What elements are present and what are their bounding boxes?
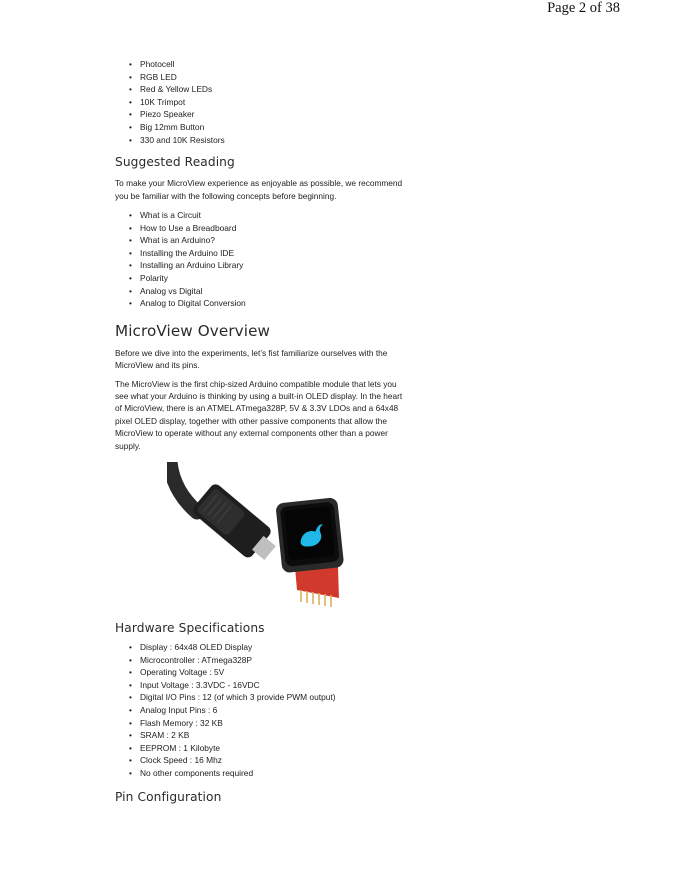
microview-module	[275, 497, 344, 573]
list-item: • Clock Speed : 16 Mhz	[129, 754, 415, 767]
list-item: • Input Voltage : 3.3VDC - 16VDC	[129, 679, 415, 692]
reading-link[interactable]: • What is an Arduino?	[129, 234, 415, 247]
hardware-specs-list	[115, 641, 415, 780]
document-body	[115, 58, 415, 805]
list-item: • Digital I/O Pins : 12 (of which 3 provide PWM output)	[129, 691, 415, 704]
list-item: • No other components required	[129, 767, 415, 780]
usb-cable	[170, 462, 197, 512]
reading-link[interactable]: • What is a Circuit	[129, 209, 415, 222]
reading-link[interactable]: • Polarity	[129, 272, 415, 285]
reading-link[interactable]: • Installing an Arduino Library	[129, 259, 415, 272]
list-item: • Photocell	[129, 58, 415, 71]
list-item: • RGB LED	[129, 71, 415, 84]
list-item: • EEPROM : 1 Kilobyte	[129, 742, 415, 755]
overview-paragraph-1: Before we dive into the experiments, let’s fist familiarize ourselves with the MicroView and its pins.	[115, 347, 388, 371]
list-item: • Analog Input Pins : 6	[129, 704, 415, 717]
reading-link[interactable]: • Analog vs Digital	[129, 285, 415, 298]
microview-usb-illustration	[167, 462, 367, 612]
reading-link[interactable]: • Analog to Digital Conversion	[129, 297, 415, 310]
suggested-reading-list	[115, 209, 415, 310]
list-item: • Flash Memory : 32 KB	[129, 717, 415, 730]
hardware-specifications-heading: Hardware Specifications	[115, 620, 265, 635]
list-item: • Big 12mm Button	[129, 121, 415, 134]
list-item: • 330 and 10K Resistors	[129, 134, 415, 147]
list-item: • 10K Trimpot	[129, 96, 415, 109]
overview-paragraph-2: The MicroView is the first chip-sized Arduino compatible module that lets you see what your Arduino is thinking by using a built-in OLED display. In the heart of MicroView, there is an ATMEL ATmega328P, 5V & 3.3V LDOs and a 64x48 pixel OLED display, together with other passive components that allow the MicroView to operate without any external components other than a power supply.	[115, 378, 403, 451]
pin-configuration-heading: Pin Configuration	[115, 789, 222, 804]
list-item: • Microcontroller : ATmega328P	[129, 654, 415, 667]
suggested-reading-heading: Suggested Reading	[115, 155, 235, 170]
reading-link[interactable]: • How to Use a Breadboard	[129, 222, 415, 235]
microview-photo	[167, 462, 367, 612]
list-item: • Red & Yellow LEDs	[129, 83, 415, 96]
microview-overview-heading: MicroView Overview	[115, 321, 271, 340]
list-item: • SRAM : 2 KB	[129, 729, 415, 742]
reading-link[interactable]: • Installing the Arduino IDE	[129, 247, 415, 260]
parts-list	[115, 58, 415, 146]
usb-plug	[190, 482, 282, 568]
list-item: • Operating Voltage : 5V	[129, 666, 415, 679]
suggested-reading-intro: To make your MicroView experience as enjoyable as possible, we recommend you be familiar with the following concepts before beginning.	[115, 178, 403, 201]
list-item: • Display : 64x48 OLED Display	[129, 641, 415, 654]
list-item: • Piezo Speaker	[129, 108, 415, 121]
page-number: Page 2 of 38	[547, 0, 620, 16]
